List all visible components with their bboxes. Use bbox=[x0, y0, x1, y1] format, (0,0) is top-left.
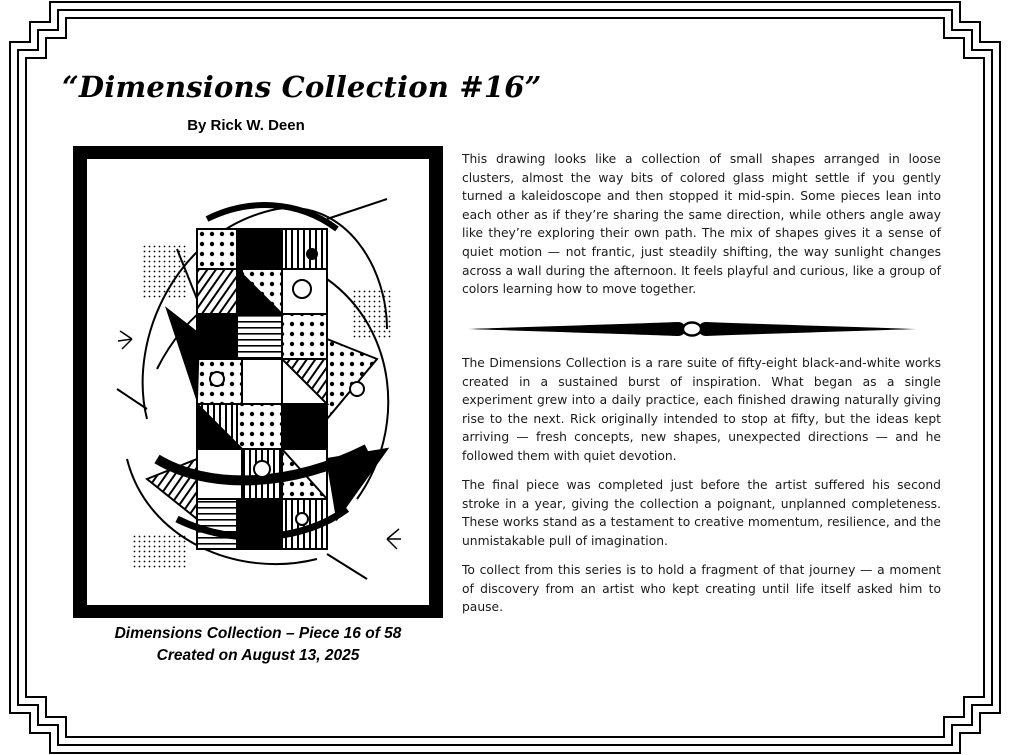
artwork-image bbox=[87, 159, 429, 605]
description-paragraph-2: The Dimensions Collection is a rare suite of fifty-eight black-and-white works created in a sustained burst of inspiration. What began as a single experiment grew into a daily practice, each finished drawing naturally giving rise to the next. Rick originally intended to stop at fifty, but the ideas kept arriving — fresh concepts, new shapes, unexpected directions — and he followed them with quiet devotion. bbox=[462, 356, 941, 463]
description-paragraph-4: To collect from this series is to hold a fragment of that journey — a moment of discovery from an artist who kept creating until life itself asked him to pause. bbox=[462, 563, 941, 615]
description-paragraph-1: This drawing looks like a collection of small shapes arranged in loose clusters, almost the way bits of colored glass might settle if you gently turned a kaleidoscope and then stopped it mid-spin. Some pieces lean into each other as if they’re sharing the same direction, while others angle away like they’re exploring their own path. The mix of shapes gives it a sense of quiet motion — not frantic, just steadily shifting, the way sunlight changes across a wall during the afternoon. It feels playful and curious, like a group of colors learning how to move together. bbox=[462, 152, 941, 297]
description-paragraph-3: The final piece was completed just before the artist suffered his second stroke in a year, giving the collection a poignant, unplanned completeness. These works stand as a testament to creative momentum, resilience, and the unmistakable pull of imagination. bbox=[462, 478, 941, 548]
artist-byline: By Rick W. Deen bbox=[187, 117, 305, 134]
abstract-drawing bbox=[87, 159, 429, 605]
artwork-caption bbox=[73, 623, 443, 667]
caption-piece-number: Dimensions Collection – Piece 16 of 58 bbox=[114, 625, 402, 642]
artwork-frame bbox=[73, 146, 443, 618]
ornamental-divider bbox=[466, 316, 918, 342]
page-title: “Dimensions Collection #16” bbox=[62, 70, 542, 104]
caption-creation-date: Created on August 13, 2025 bbox=[156, 647, 360, 664]
